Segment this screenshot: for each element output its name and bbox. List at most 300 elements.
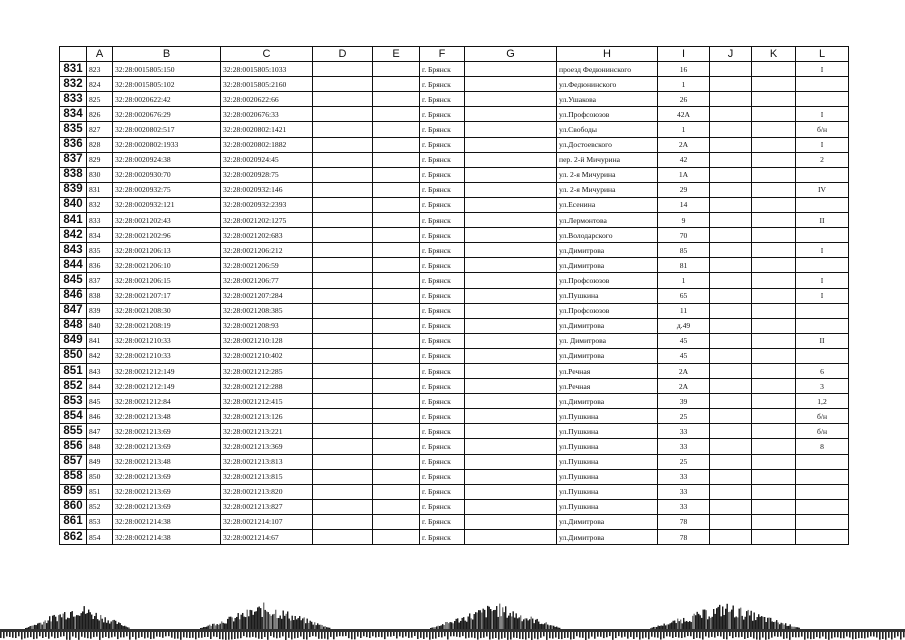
cell-c[interactable]: 32:28:0020676:33 [221,107,313,122]
cell-d[interactable] [313,228,373,243]
cell-j[interactable] [710,77,752,92]
cell-e[interactable] [373,92,420,107]
cell-i[interactable]: 39 [658,394,710,409]
cell-h[interactable]: пер. 2-й Мичурина [557,152,658,167]
cell-d[interactable] [313,107,373,122]
cell-k[interactable] [752,107,796,122]
row-number[interactable]: 850 [60,348,87,363]
cell-g[interactable] [465,469,557,484]
cell-d[interactable] [313,348,373,363]
cell-b[interactable]: 32:28:0021212:149 [113,363,221,378]
cell-j[interactable] [710,213,752,228]
cell-b[interactable]: 32:28:0021202:43 [113,213,221,228]
cell-j[interactable] [710,137,752,152]
cell-f[interactable]: г. Брянск [420,167,465,182]
cell-l[interactable] [796,303,849,318]
cell-k[interactable] [752,258,796,273]
cell-f[interactable]: г. Брянск [420,514,465,529]
row-number[interactable]: 855 [60,424,87,439]
row-number[interactable]: 834 [60,107,87,122]
column-header-b[interactable]: B [113,47,221,62]
row-number[interactable]: 844 [60,258,87,273]
cell-j[interactable] [710,228,752,243]
cell-d[interactable] [313,499,373,514]
cell-a[interactable]: 852 [87,499,113,514]
row-number[interactable]: 842 [60,228,87,243]
cell-l[interactable]: I [796,137,849,152]
cell-e[interactable] [373,363,420,378]
cell-b[interactable]: 32:28:0021213:69 [113,499,221,514]
cell-b[interactable]: 32:28:0021206:10 [113,258,221,273]
cell-k[interactable] [752,454,796,469]
cell-j[interactable] [710,394,752,409]
column-header-j[interactable]: J [710,47,752,62]
cell-d[interactable] [313,182,373,197]
cell-l[interactable]: 3 [796,379,849,394]
cell-i[interactable]: 1 [658,77,710,92]
cell-b[interactable]: 32:28:0015805:150 [113,62,221,77]
cell-f[interactable]: г. Брянск [420,258,465,273]
row-number[interactable]: 837 [60,152,87,167]
cell-h[interactable]: ул.Димитрова [557,530,658,545]
cell-c[interactable]: 32:28:0021214:107 [221,514,313,529]
cell-h[interactable]: ул.Речная [557,379,658,394]
cell-d[interactable] [313,197,373,212]
cell-e[interactable] [373,197,420,212]
cell-h[interactable]: ул.Достоевского [557,137,658,152]
cell-b[interactable]: 32:28:0015805:102 [113,77,221,92]
cell-c[interactable]: 32:28:0020932:2393 [221,197,313,212]
cell-j[interactable] [710,92,752,107]
cell-c[interactable]: 32:28:0021213:815 [221,469,313,484]
cell-k[interactable] [752,439,796,454]
cell-e[interactable] [373,409,420,424]
cell-i[interactable]: 2А [658,137,710,152]
cell-c[interactable]: 32:28:0021213:221 [221,424,313,439]
cell-c[interactable]: 32:28:0021213:813 [221,454,313,469]
cell-g[interactable] [465,107,557,122]
cell-g[interactable] [465,363,557,378]
cell-g[interactable] [465,454,557,469]
cell-b[interactable]: 32:28:0021206:13 [113,243,221,258]
cell-c[interactable]: 32:28:0021202:683 [221,228,313,243]
cell-h[interactable]: ул.Пушкина [557,469,658,484]
cell-b[interactable]: 32:28:0021213:69 [113,469,221,484]
cell-l[interactable]: I [796,288,849,303]
cell-j[interactable] [710,363,752,378]
cell-k[interactable] [752,424,796,439]
cell-i[interactable]: 81 [658,258,710,273]
cell-j[interactable] [710,288,752,303]
cell-d[interactable] [313,243,373,258]
cell-l[interactable]: I [796,62,849,77]
cell-c[interactable]: 32:28:0020924:45 [221,152,313,167]
cell-g[interactable] [465,273,557,288]
column-header-f[interactable]: F [420,47,465,62]
cell-i[interactable]: 16 [658,62,710,77]
cell-k[interactable] [752,394,796,409]
cell-g[interactable] [465,258,557,273]
cell-c[interactable]: 32:28:0021212:285 [221,363,313,378]
cell-d[interactable] [313,439,373,454]
cell-i[interactable]: 42А [658,107,710,122]
cell-i[interactable]: 78 [658,530,710,545]
cell-g[interactable] [465,213,557,228]
cell-b[interactable]: 32:28:0021213:69 [113,484,221,499]
row-number[interactable]: 839 [60,182,87,197]
cell-k[interactable] [752,62,796,77]
cell-j[interactable] [710,303,752,318]
cell-f[interactable]: г. Брянск [420,379,465,394]
cell-e[interactable] [373,152,420,167]
cell-d[interactable] [313,213,373,228]
cell-h[interactable]: ул.Свободы [557,122,658,137]
cell-l[interactable] [796,514,849,529]
cell-j[interactable] [710,197,752,212]
row-number[interactable]: 856 [60,439,87,454]
cell-k[interactable] [752,243,796,258]
cell-g[interactable] [465,62,557,77]
row-number[interactable]: 862 [60,530,87,545]
row-number[interactable]: 835 [60,122,87,137]
row-number[interactable]: 838 [60,167,87,182]
cell-b[interactable]: 32:28:0021213:69 [113,439,221,454]
cell-e[interactable] [373,107,420,122]
cell-l[interactable] [796,530,849,545]
row-number[interactable]: 859 [60,484,87,499]
cell-g[interactable] [465,333,557,348]
cell-d[interactable] [313,379,373,394]
cell-g[interactable] [465,182,557,197]
cell-k[interactable] [752,182,796,197]
cell-h[interactable]: ул.Пушкина [557,288,658,303]
cell-c[interactable]: 32:28:0021206:77 [221,273,313,288]
cell-i[interactable]: 65 [658,288,710,303]
cell-k[interactable] [752,92,796,107]
cell-f[interactable]: г. Брянск [420,273,465,288]
cell-d[interactable] [313,77,373,92]
cell-d[interactable] [313,333,373,348]
cell-a[interactable]: 853 [87,514,113,529]
cell-a[interactable]: 844 [87,379,113,394]
cell-b[interactable]: 32:28:0021213:69 [113,424,221,439]
cell-c[interactable]: 32:28:0021208:93 [221,318,313,333]
cell-h[interactable]: ул. 2-я Мичурина [557,167,658,182]
cell-j[interactable] [710,107,752,122]
cell-h[interactable]: ул.Пушкина [557,409,658,424]
cell-k[interactable] [752,499,796,514]
cell-d[interactable] [313,469,373,484]
cell-a[interactable]: 831 [87,182,113,197]
cell-i[interactable]: 25 [658,454,710,469]
cell-i[interactable]: 9 [658,213,710,228]
cell-h[interactable]: ул.Димитрова [557,243,658,258]
cell-e[interactable] [373,228,420,243]
cell-a[interactable]: 824 [87,77,113,92]
cell-i[interactable]: 29 [658,182,710,197]
cell-i[interactable]: 45 [658,333,710,348]
cell-l[interactable] [796,454,849,469]
cell-a[interactable]: 846 [87,409,113,424]
cell-d[interactable] [313,424,373,439]
cell-a[interactable]: 842 [87,348,113,363]
cell-g[interactable] [465,303,557,318]
cell-b[interactable]: 32:28:0021210:33 [113,333,221,348]
cell-g[interactable] [465,152,557,167]
cell-f[interactable]: г. Брянск [420,454,465,469]
row-number[interactable]: 858 [60,469,87,484]
cell-c[interactable]: 32:28:0021212:415 [221,394,313,409]
cell-f[interactable]: г. Брянск [420,137,465,152]
row-number[interactable]: 848 [60,318,87,333]
cell-k[interactable] [752,152,796,167]
cell-a[interactable]: 832 [87,197,113,212]
cell-l[interactable]: I [796,273,849,288]
cell-f[interactable]: г. Брянск [420,333,465,348]
row-number[interactable]: 860 [60,499,87,514]
cell-f[interactable]: г. Брянск [420,484,465,499]
cell-b[interactable]: 32:28:0021207:17 [113,288,221,303]
cell-h[interactable]: ул.Пушкина [557,439,658,454]
cell-e[interactable] [373,122,420,137]
cell-j[interactable] [710,333,752,348]
cell-f[interactable]: г. Брянск [420,288,465,303]
cell-h[interactable]: ул.Димитрова [557,514,658,529]
cell-l[interactable]: 8 [796,439,849,454]
cell-k[interactable] [752,379,796,394]
cell-h[interactable]: ул.Речная [557,363,658,378]
cell-j[interactable] [710,152,752,167]
cell-i[interactable]: 85 [658,243,710,258]
cell-f[interactable]: г. Брянск [420,469,465,484]
cell-i[interactable]: 26 [658,92,710,107]
cell-h[interactable]: ул.Димитрова [557,258,658,273]
cell-e[interactable] [373,514,420,529]
cell-b[interactable]: 32:28:0021214:38 [113,514,221,529]
cell-d[interactable] [313,318,373,333]
cell-l[interactable]: I [796,107,849,122]
cell-c[interactable]: 32:28:0020622:66 [221,92,313,107]
cell-i[interactable]: 33 [658,439,710,454]
cell-a[interactable]: 828 [87,137,113,152]
cell-b[interactable]: 32:28:0021210:33 [113,348,221,363]
cell-d[interactable] [313,303,373,318]
cell-f[interactable]: г. Брянск [420,62,465,77]
cell-j[interactable] [710,530,752,545]
cell-e[interactable] [373,137,420,152]
cell-j[interactable] [710,424,752,439]
cell-d[interactable] [313,530,373,545]
row-number[interactable]: 853 [60,394,87,409]
row-number[interactable]: 845 [60,273,87,288]
cell-c[interactable]: 32:28:0021210:128 [221,333,313,348]
cell-i[interactable]: 70 [658,228,710,243]
cell-h[interactable]: ул.Профсоюзов [557,107,658,122]
cell-f[interactable]: г. Брянск [420,197,465,212]
cell-d[interactable] [313,394,373,409]
cell-a[interactable]: 843 [87,363,113,378]
cell-g[interactable] [465,197,557,212]
cell-l[interactable]: I [796,243,849,258]
cell-l[interactable] [796,318,849,333]
cell-d[interactable] [313,92,373,107]
cell-c[interactable]: 32:28:0021207:284 [221,288,313,303]
cell-b[interactable]: 32:28:0020932:75 [113,182,221,197]
cell-f[interactable]: г. Брянск [420,409,465,424]
row-number[interactable]: 831 [60,62,87,77]
cell-h[interactable]: ул.Профсоюзов [557,273,658,288]
cell-i[interactable]: 1 [658,122,710,137]
cell-j[interactable] [710,243,752,258]
cell-c[interactable]: 32:28:0020932:146 [221,182,313,197]
cell-l[interactable]: 6 [796,363,849,378]
cell-b[interactable]: 32:28:0021212:149 [113,379,221,394]
cell-g[interactable] [465,243,557,258]
row-number[interactable]: 861 [60,514,87,529]
cell-h[interactable]: ул.Димитрова [557,318,658,333]
column-header-i[interactable]: I [658,47,710,62]
cell-f[interactable]: г. Брянск [420,363,465,378]
cell-g[interactable] [465,394,557,409]
cell-h[interactable]: ул.Димитрова [557,394,658,409]
cell-j[interactable] [710,409,752,424]
cell-h[interactable]: ул.Ушакова [557,92,658,107]
cell-k[interactable] [752,137,796,152]
cell-b[interactable]: 32:28:0021213:48 [113,454,221,469]
row-number[interactable]: 841 [60,213,87,228]
cell-j[interactable] [710,514,752,529]
cell-c[interactable]: 32:28:0015805:2160 [221,77,313,92]
cell-g[interactable] [465,424,557,439]
cell-b[interactable]: 32:28:0020932:121 [113,197,221,212]
cell-h[interactable]: проезд Федюнинского [557,62,658,77]
cell-d[interactable] [313,122,373,137]
column-header-c[interactable]: C [221,47,313,62]
cell-k[interactable] [752,77,796,92]
cell-a[interactable]: 829 [87,152,113,167]
cell-k[interactable] [752,213,796,228]
cell-h[interactable]: ул. 2-я Мичурина [557,182,658,197]
cell-b[interactable]: 32:28:0021208:30 [113,303,221,318]
cell-d[interactable] [313,167,373,182]
cell-f[interactable]: г. Брянск [420,243,465,258]
cell-e[interactable] [373,182,420,197]
cell-b[interactable]: 32:28:0020622:42 [113,92,221,107]
cell-d[interactable] [313,62,373,77]
cell-g[interactable] [465,167,557,182]
cell-a[interactable]: 826 [87,107,113,122]
cell-c[interactable]: 32:28:0021213:820 [221,484,313,499]
cell-j[interactable] [710,484,752,499]
cell-f[interactable]: г. Брянск [420,213,465,228]
cell-g[interactable] [465,439,557,454]
cell-h[interactable]: ул.Есенина [557,197,658,212]
cell-b[interactable]: 32:28:0020802:517 [113,122,221,137]
cell-e[interactable] [373,394,420,409]
cell-e[interactable] [373,484,420,499]
cell-k[interactable] [752,167,796,182]
cell-j[interactable] [710,379,752,394]
cell-c[interactable]: 32:28:0021206:212 [221,243,313,258]
cell-a[interactable]: 825 [87,92,113,107]
cell-k[interactable] [752,288,796,303]
cell-f[interactable]: г. Брянск [420,318,465,333]
cell-a[interactable]: 833 [87,213,113,228]
cell-h[interactable]: ул.Федюнинского [557,77,658,92]
cell-c[interactable]: 32:28:0021206:59 [221,258,313,273]
cell-l[interactable] [796,348,849,363]
cell-a[interactable]: 837 [87,273,113,288]
cell-e[interactable] [373,288,420,303]
cell-k[interactable] [752,469,796,484]
cell-b[interactable]: 32:28:0021212:84 [113,394,221,409]
cell-d[interactable] [313,484,373,499]
column-header-k[interactable]: K [752,47,796,62]
row-number[interactable]: 852 [60,379,87,394]
cell-k[interactable] [752,409,796,424]
cell-g[interactable] [465,288,557,303]
corner-header[interactable] [60,47,87,62]
cell-k[interactable] [752,122,796,137]
cell-a[interactable]: 838 [87,288,113,303]
cell-d[interactable] [313,258,373,273]
cell-e[interactable] [373,379,420,394]
cell-h[interactable]: ул.Пушкина [557,424,658,439]
cell-l[interactable] [796,258,849,273]
cell-b[interactable]: 32:28:0021206:15 [113,273,221,288]
cell-a[interactable]: 847 [87,424,113,439]
cell-d[interactable] [313,288,373,303]
cell-j[interactable] [710,469,752,484]
cell-g[interactable] [465,499,557,514]
cell-k[interactable] [752,514,796,529]
cell-i[interactable]: 1 [658,273,710,288]
cell-j[interactable] [710,62,752,77]
cell-g[interactable] [465,484,557,499]
cell-c[interactable]: 32:28:0021212:288 [221,379,313,394]
cell-c[interactable]: 32:28:0020802:1421 [221,122,313,137]
cell-k[interactable] [752,228,796,243]
cell-e[interactable] [373,62,420,77]
cell-e[interactable] [373,499,420,514]
cell-l[interactable] [796,77,849,92]
cell-k[interactable] [752,273,796,288]
cell-l[interactable]: II [796,213,849,228]
cell-h[interactable]: ул.Димитрова [557,348,658,363]
cell-f[interactable]: г. Брянск [420,439,465,454]
cell-k[interactable] [752,303,796,318]
cell-l[interactable]: II [796,333,849,348]
column-header-l[interactable]: L [796,47,849,62]
cell-c[interactable]: 32:28:0020928:75 [221,167,313,182]
cell-i[interactable]: 25 [658,409,710,424]
cell-l[interactable] [796,228,849,243]
cell-a[interactable]: 834 [87,228,113,243]
row-number[interactable]: 851 [60,363,87,378]
cell-c[interactable]: 32:28:0021213:126 [221,409,313,424]
cell-b[interactable]: 32:28:0021214:38 [113,530,221,545]
cell-l[interactable]: б/н [796,122,849,137]
cell-e[interactable] [373,77,420,92]
cell-l[interactable] [796,499,849,514]
cell-h[interactable]: ул.Пушкина [557,499,658,514]
cell-e[interactable] [373,424,420,439]
cell-j[interactable] [710,439,752,454]
row-number[interactable]: 857 [60,454,87,469]
column-header-a[interactable]: A [87,47,113,62]
cell-f[interactable]: г. Брянск [420,303,465,318]
cell-a[interactable]: 835 [87,243,113,258]
